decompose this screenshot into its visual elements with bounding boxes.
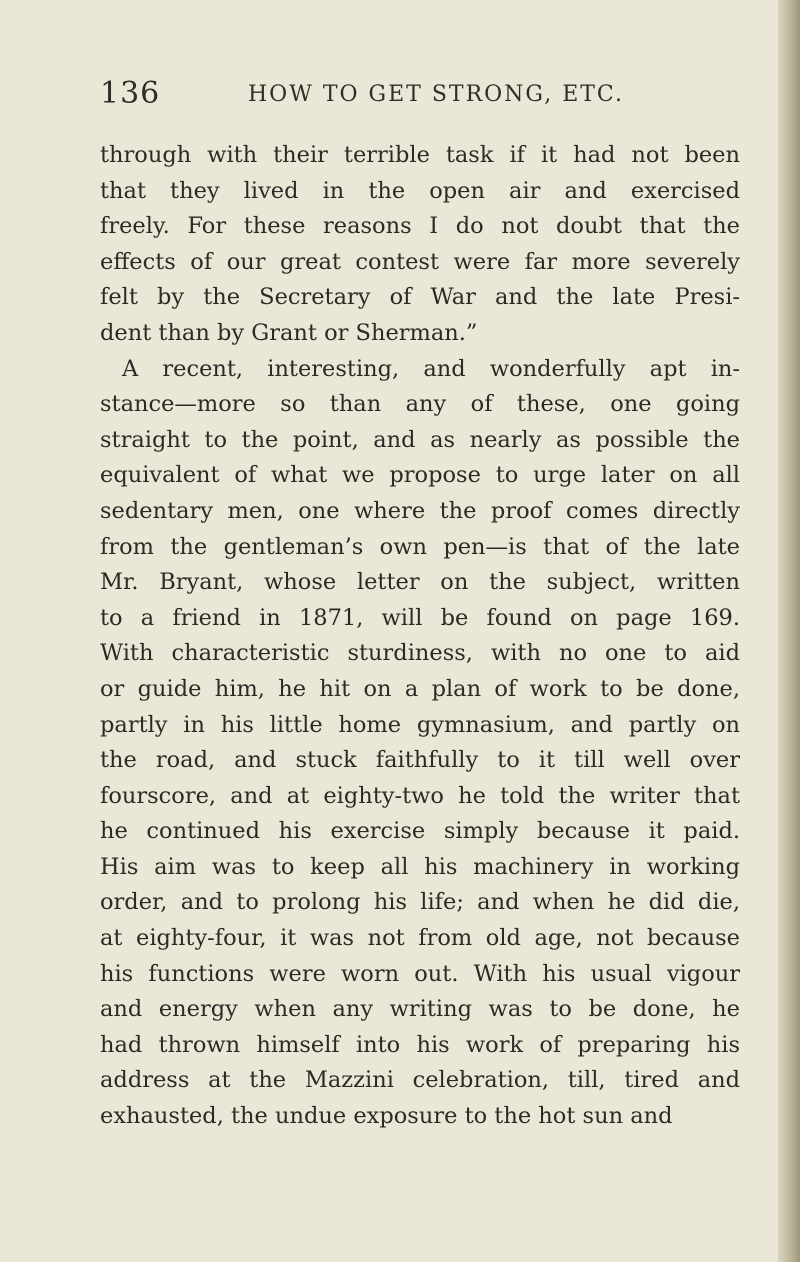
text-line: at eighty-four, it was not from old age, not because (100, 925, 740, 952)
page-header (100, 76, 700, 116)
text-line: A recent, interesting, and wonderfully apt in- (122, 355, 740, 382)
text-line: he continued his exercise simply because it paid. (100, 818, 740, 845)
text-line: to a friend in 1871, will be found on page 169. (100, 604, 740, 631)
text-line: sedentary men, one where the proof comes directly (100, 497, 740, 524)
text-line: exhausted, the undue exposure to the hot sun and (100, 1103, 673, 1130)
text-line: stance—more so than any of these, one going (100, 391, 740, 418)
text-line: address at the Mazzini celebration, till, tired and (100, 1067, 740, 1094)
running-title: HOW TO GET STRONG, ETC. (248, 82, 624, 107)
text-line: equivalent of what we propose to urge later on all (100, 462, 740, 489)
text-line: With characteristic sturdiness, with no one to aid (100, 640, 740, 667)
text-line: or guide him, he hit on a plan of work to be done, (100, 675, 740, 702)
text-line: felt by the Secretary of War and the late Presi- (100, 284, 740, 311)
text-line: effects of our great contest were far more severely (100, 248, 740, 275)
text-line: through with their terrible task if it had not been (100, 142, 740, 168)
body-text (100, 138, 740, 1135)
text-line: freely. For these reasons I do not doubt that the (100, 213, 740, 240)
text-line: that they lived in the open air and exercised (100, 177, 740, 204)
page-gutter-edge (778, 0, 800, 1262)
text-line: partly in his little home gymnasium, and partly on (100, 711, 740, 738)
text-line: had thrown himself into his work of preparing his (100, 1031, 740, 1058)
text-line: from the gentleman’s own pen—is that of the late (100, 533, 740, 560)
page-number: 136 (100, 76, 161, 111)
text-line: His aim was to keep all his machinery in working (100, 853, 740, 880)
text-line: and energy when any writing was to be done, he (100, 996, 740, 1023)
text-line: order, and to prolong his life; and when he did die, (100, 889, 740, 916)
text-line: Mr. Bryant, whose letter on the subject, written (100, 569, 740, 596)
text-line: straight to the point, and as nearly as possible the (100, 426, 740, 453)
text-line: fourscore, and at eighty-two he told the writer that (100, 782, 740, 809)
text-line: dent than by Grant or Sherman.” (100, 319, 478, 346)
text-line: his functions were worn out. With his usual vigour (100, 960, 740, 987)
text-line: the road, and stuck faithfully to it till well over (100, 747, 740, 774)
